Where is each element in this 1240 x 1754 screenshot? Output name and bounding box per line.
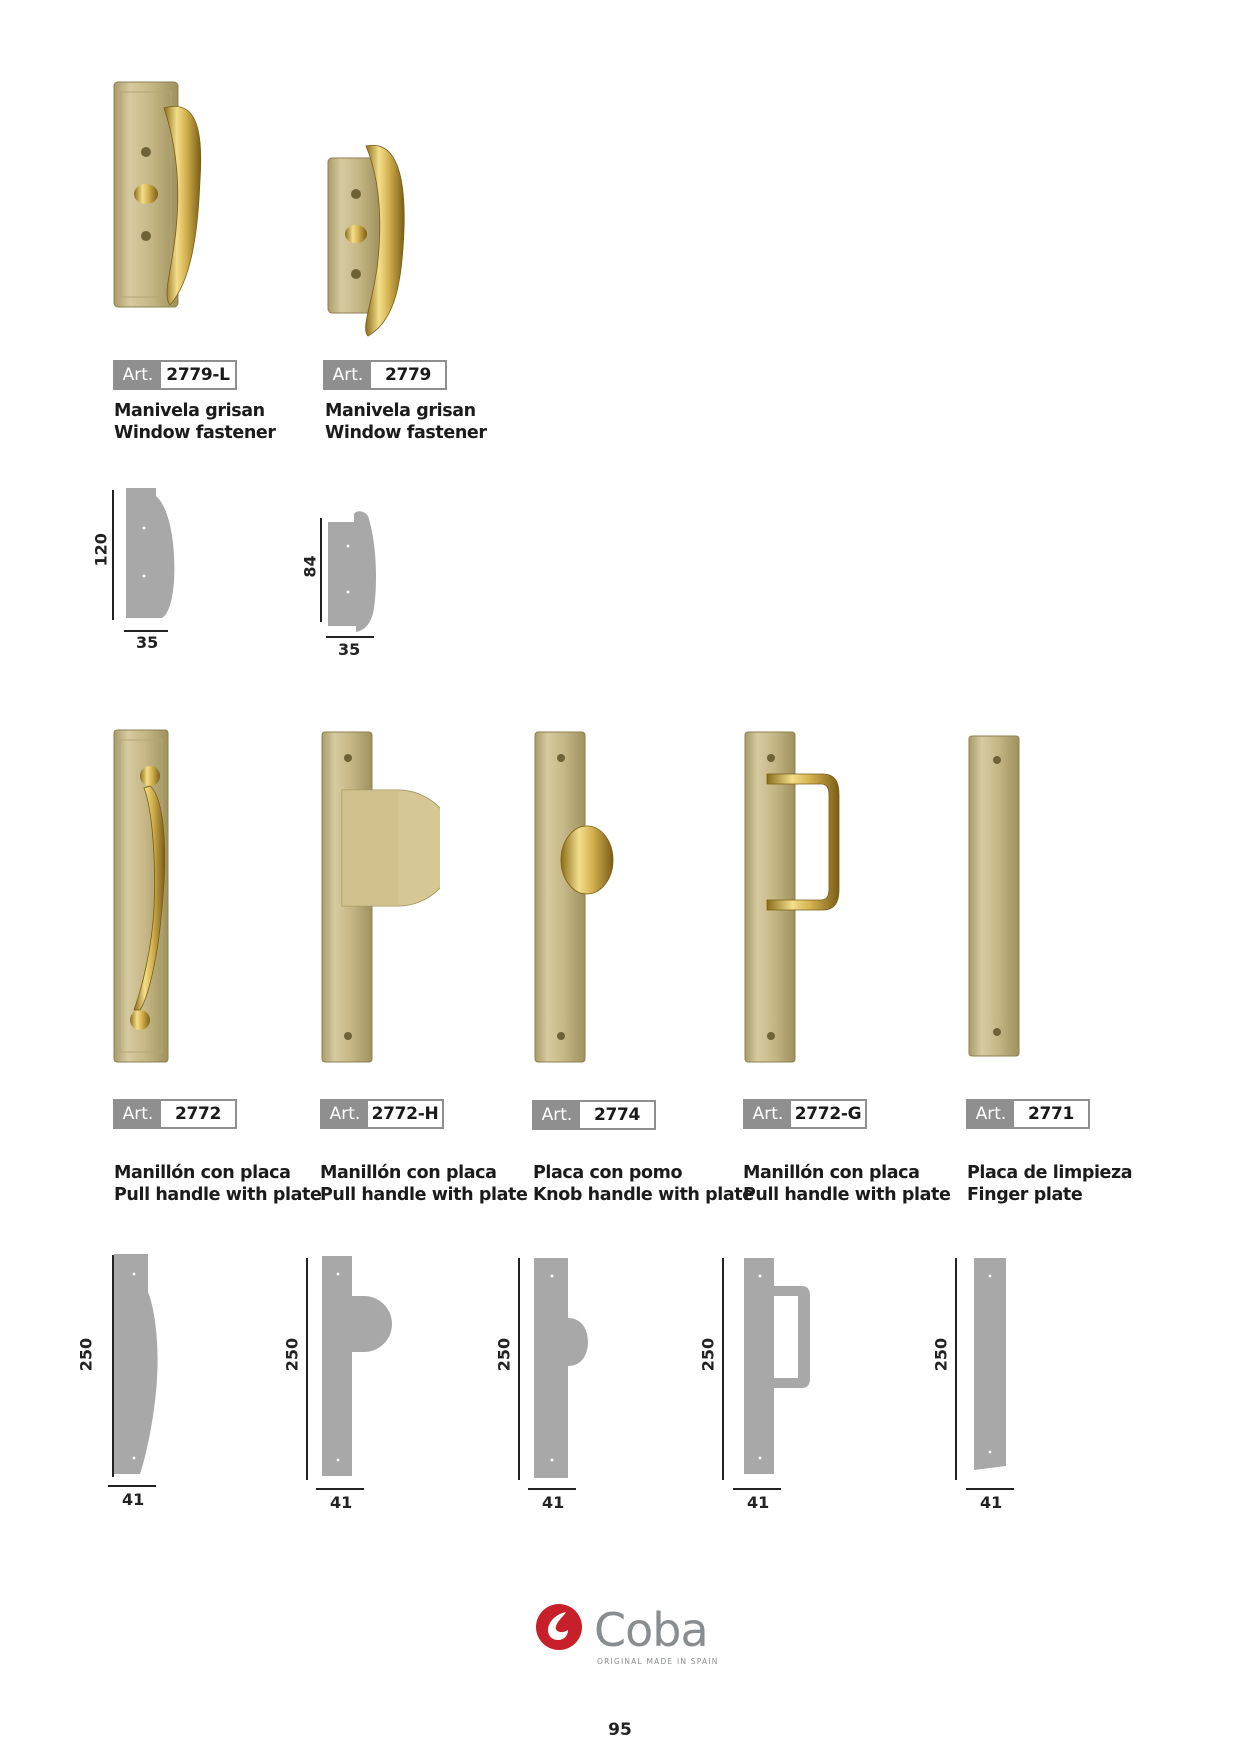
art-badge xyxy=(532,1100,656,1130)
product-description xyxy=(320,1162,527,1206)
width-dimension: 35 xyxy=(136,633,159,652)
height-dimension-line xyxy=(955,1258,957,1480)
height-dimension: 250 xyxy=(76,1337,96,1372)
article-code: 2779 xyxy=(384,365,432,385)
width-dimension: 35 xyxy=(338,640,361,659)
article-code: 2774 xyxy=(593,1105,641,1125)
product-description xyxy=(743,1162,950,1206)
product-description xyxy=(533,1162,754,1206)
product-name-es: Manivela grisan xyxy=(325,401,476,421)
art-label: Art. xyxy=(322,1101,368,1127)
art-label: Art. xyxy=(534,1102,580,1128)
profile-silhouette xyxy=(972,1256,1008,1482)
height-dimension-line xyxy=(306,1258,308,1480)
art-label: Art. xyxy=(115,1101,161,1127)
width-dimension-line xyxy=(528,1488,576,1490)
art-label: Art. xyxy=(745,1101,791,1127)
profile-silhouette xyxy=(124,486,184,622)
product-description xyxy=(114,400,276,444)
width-dimension-line xyxy=(966,1488,1014,1490)
width-dimension-line xyxy=(733,1488,781,1490)
product-name-es: Manillón con placa xyxy=(320,1163,497,1183)
height-dimension-line xyxy=(112,490,114,620)
article-code: 2779-L xyxy=(166,365,230,385)
coba-logo-mark xyxy=(534,1602,584,1652)
product-name-en: Finger plate xyxy=(967,1185,1083,1205)
product-image-2772 xyxy=(112,728,182,1068)
art-badge xyxy=(113,1099,237,1129)
product-image-2772-H xyxy=(320,730,440,1070)
product-name-en: Knob handle with plate xyxy=(533,1185,754,1205)
product-name-en: Pull handle with plate xyxy=(320,1185,528,1205)
height-dimension: 250 xyxy=(494,1337,514,1372)
brand-tagline: ORIGINAL MADE IN SPAIN xyxy=(597,1657,719,1666)
article-code: 2772 xyxy=(174,1104,222,1124)
profile-silhouette xyxy=(742,1256,822,1482)
product-name-es: Placa con pomo xyxy=(533,1163,683,1183)
product-name-es: Manillón con placa xyxy=(743,1163,920,1183)
brand-name: Coba xyxy=(594,1603,708,1657)
product-name-es: Manivela grisan xyxy=(114,401,265,421)
product-image-2772-G xyxy=(743,730,853,1070)
product-name-en: Window fastener xyxy=(114,423,276,443)
product-name-es: Placa de limpieza xyxy=(967,1163,1133,1183)
height-dimension: 84 xyxy=(300,555,320,578)
height-dimension: 120 xyxy=(91,533,111,567)
product-description xyxy=(114,1162,321,1206)
profile-silhouette xyxy=(532,1256,608,1482)
art-badge xyxy=(320,1099,444,1129)
width-dimension: 41 xyxy=(542,1493,565,1512)
width-dimension: 41 xyxy=(330,1493,353,1512)
width-dimension-line xyxy=(316,1488,364,1490)
width-dimension-line xyxy=(124,630,168,632)
art-label: Art. xyxy=(325,362,371,388)
article-code: 2772-H xyxy=(371,1104,439,1124)
article-code: 2771 xyxy=(1027,1104,1075,1124)
width-dimension: 41 xyxy=(980,1493,1003,1512)
art-badge xyxy=(743,1099,867,1129)
art-label: Art. xyxy=(968,1101,1014,1127)
product-image-2779-L xyxy=(112,80,212,310)
width-dimension-line xyxy=(108,1485,156,1487)
height-dimension-line xyxy=(722,1258,724,1480)
product-name-es: Manillón con placa xyxy=(114,1163,291,1183)
article-code: 2772-G xyxy=(794,1104,862,1124)
product-description xyxy=(325,400,487,444)
product-image-2779 xyxy=(326,140,426,340)
profile-silhouette xyxy=(326,510,382,632)
art-label: Art. xyxy=(115,362,161,388)
profile-silhouette xyxy=(320,1254,404,1480)
width-dimension-line xyxy=(326,636,374,638)
product-description xyxy=(967,1162,1132,1206)
width-dimension: 41 xyxy=(747,1493,770,1512)
product-image-2774 xyxy=(533,730,633,1070)
art-badge xyxy=(113,360,237,390)
height-dimension: 250 xyxy=(931,1337,951,1372)
width-dimension: 41 xyxy=(122,1490,145,1509)
art-badge xyxy=(966,1099,1090,1129)
height-dimension: 250 xyxy=(282,1337,302,1372)
height-dimension-line xyxy=(320,518,322,622)
profile-silhouette xyxy=(114,1252,164,1478)
art-badge xyxy=(323,360,447,390)
product-name-en: Pull handle with plate xyxy=(743,1185,951,1205)
page-number: 95 xyxy=(608,1720,632,1740)
product-name-en: Pull handle with plate xyxy=(114,1185,322,1205)
product-image-2771 xyxy=(967,734,1027,1064)
product-name-en: Window fastener xyxy=(325,423,487,443)
height-dimension: 250 xyxy=(698,1337,718,1372)
height-dimension-line xyxy=(518,1258,520,1480)
